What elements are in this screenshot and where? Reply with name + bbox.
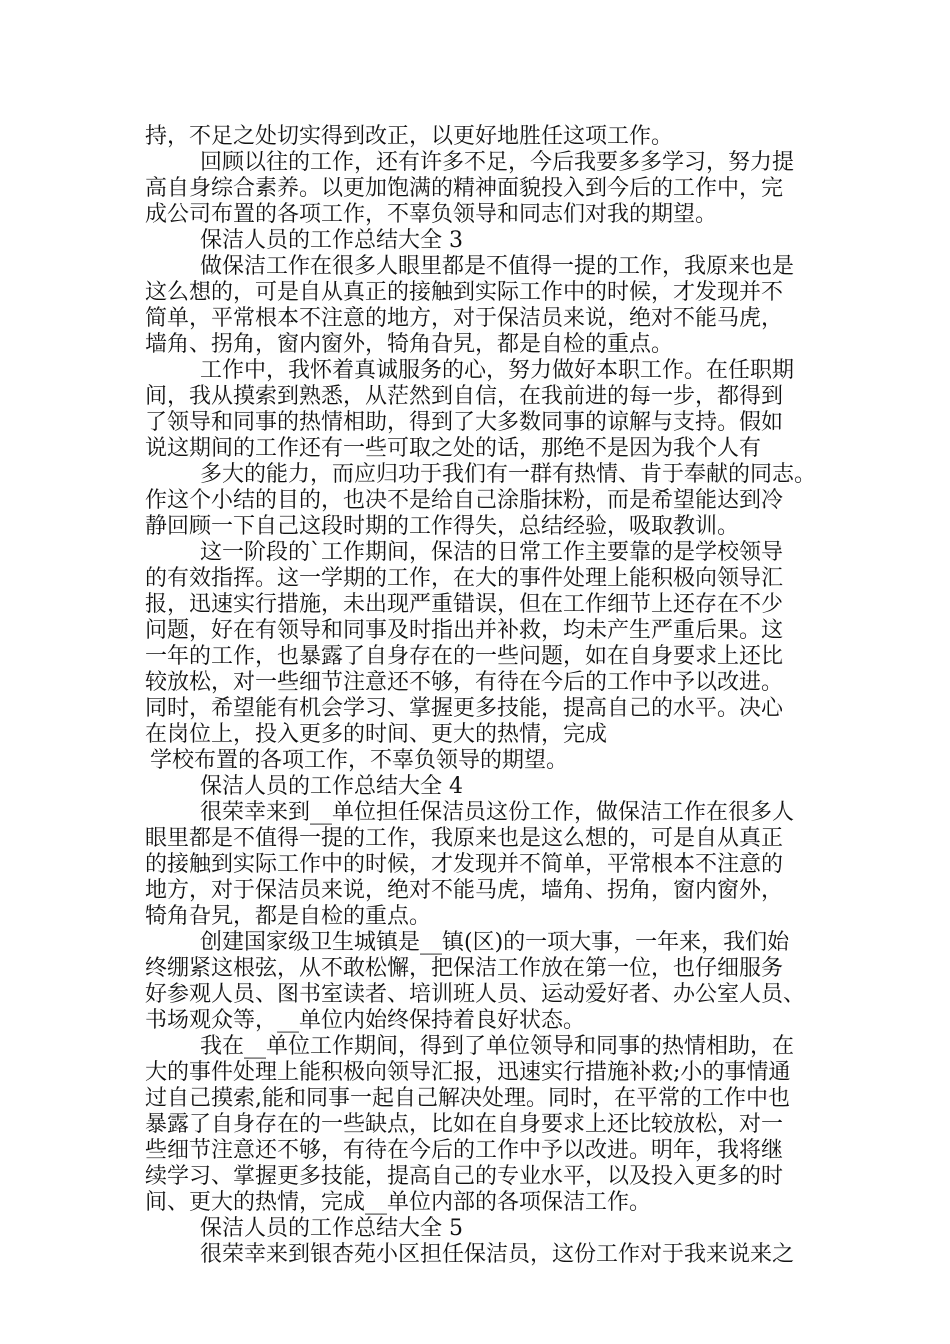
text-line: 地方，对于保洁员来说，绝对不能马虎，墙角、拐角，窗内窗外， [145,878,784,903]
text-line: 这么想的，可是自从真正的接触到实际工作中的时候，才发现并不 [145,280,784,305]
text-line: 很荣幸来到银杏苑小区担任保洁员，这份工作对于我来说来之 [200,1242,795,1267]
section-heading: 保洁人员的工作总结大全 3 [200,228,463,253]
text-line: 一年的工作，也暴露了自身存在的一些问题，如在自身要求上还比 [145,644,784,669]
text-line: 同时，希望能有机会学习、掌握更多技能，提高自己的水平。决心 [145,696,784,721]
text-line: 犄角旮旯，都是自检的重点。 [145,904,432,929]
text-line: 持，不足之处切实得到改正，以更好地胜任这项工作。 [145,124,674,149]
text-line: 作这个小结的目的，也决不是给自己涂脂抹粉，而是希望能达到冷 [145,488,784,513]
text-line: 高自身综合素养。以更加饱满的精神面貌投入到今后的工作中，完 [145,176,784,201]
text-line: 在岗位上，投入更多的时间、更大的热情，完成 [145,722,608,747]
text-line: 间、更大的热情，完成__单位内部的各项保洁工作。 [145,1190,652,1215]
text-line: 学校布置的各项工作，不辜负领导的期望。 [150,748,569,773]
text-line: 间，我从摸索到熟悉，从茫然到自信，在我前进的每一步，都得到 [145,384,784,409]
text-line: 好参观人员、图书室读者、培训班人员、运动爱好者、办公室人员、 [145,982,806,1007]
text-line: 做保洁工作在很多人眼里都是不值得一提的工作，我原来也是 [200,254,795,279]
text-line: 我在__单位工作期间，得到了单位领导和同事的热情相助，在 [200,1034,795,1059]
text-line: 眼里都是不值得一提的工作，我原来也是这么想的，可是自从真正 [145,826,784,851]
text-line: 回顾以往的工作，还有许多不足，今后我要多多学习，努力提 [200,150,795,175]
text-line: 工作中，我怀着真诚服务的心，努力做好本职工作。在任职期 [200,358,795,383]
section-heading: 保洁人员的工作总结大全 5 [200,1216,463,1241]
text-line: 过自己摸索,能和同事一起自己解决处理。同时，在平常的工作中也 [145,1086,790,1111]
text-line: 墙角、拐角，窗内窗外，犄角旮旯，都是自检的重点。 [145,332,674,357]
text-line: 续学习、掌握更多技能，提高自己的专业水平，以及投入更多的时 [145,1164,784,1189]
text-line: 了领导和同事的热情相助，得到了大多数同事的谅解与支持。假如 [145,410,784,435]
text-line: 静回顾一下自己这段时期的工作得失，总结经验，吸取教训。 [145,514,740,539]
text-line: 书场观众等，__单位内始终保持着良好状态。 [145,1008,586,1033]
text-line: 终绷紧这根弦，从不敢松懈，把保洁工作放在第一位，也仔细服务 [145,956,784,981]
text-line: 的接触到实际工作中的时候，才发现并不简单，平常根本不注意的 [145,852,784,877]
text-line: 大的事件处理上能积极向领导汇报，迅速实行措施补救;小的事情通 [145,1060,791,1085]
text-line: 这一阶段的`工作期间，保洁的日常工作主要靠的是学校领导 [200,540,784,565]
text-line: 成公司布置的各项工作，不辜负领导和同志们对我的期望。 [145,202,718,227]
text-line: 说这期间的工作还有一些可取之处的话，那绝不是因为我个人有 [145,436,762,461]
text-line: 暴露了自身存在的一些缺点，比如在自身要求上还比较放松，对一 [145,1112,784,1137]
text-line: 多大的能力，而应归功于我们有一群有热情、肯于奉献的同志。 [200,462,817,487]
text-line: 问题，好在有领导和同事及时指出并补救，均未产生严重后果。这 [145,618,784,643]
text-line: 些细节注意还不够，有待在今后的工作中予以改进。明年，我将继 [145,1138,784,1163]
text-line: 简单，平常根本不注意的地方，对于保洁员来说，绝对不能马虎， [145,306,784,331]
section-heading: 保洁人员的工作总结大全 4 [200,774,463,799]
text-line: 的有效指挥。这一学期的工作，在大的事件处理上能积极向领导汇 [145,566,784,591]
text-line: 创建国家级卫生城镇是__镇(区)的一项大事，一年来，我们始 [200,930,790,955]
text-line: 很荣幸来到__单位担任保洁员这份工作，做保洁工作在很多人 [200,800,795,825]
text-line: 较放松，对一些细节注意还不够，有待在今后的工作中予以改进。 [145,670,784,695]
text-line: 报，迅速实行措施，未出现严重错误，但在工作细节上还存在不少 [145,592,784,617]
